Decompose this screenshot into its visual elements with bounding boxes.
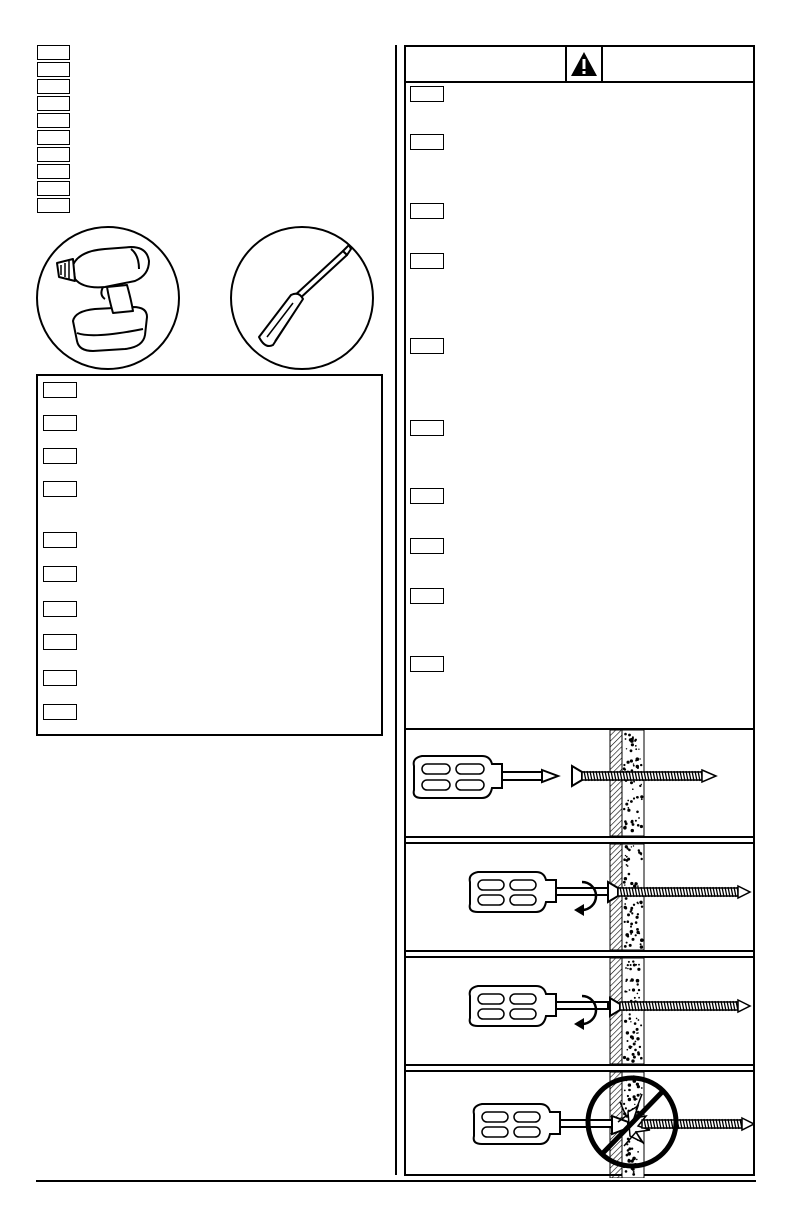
parts-list-label-box <box>43 601 77 617</box>
screwdriver-tighten-flush-icon <box>406 958 753 1064</box>
language-label-box <box>37 181 70 196</box>
footer-rule <box>36 1180 756 1182</box>
warning-item-label-box <box>410 253 444 269</box>
warning-item-label-box <box>410 203 444 219</box>
parts-list-label-box <box>43 670 77 686</box>
parts-list-label-box <box>43 532 77 548</box>
language-label-box <box>37 130 70 145</box>
parts-list-label-box <box>43 415 77 431</box>
warning-triangle-icon <box>567 47 601 81</box>
parts-list-label-box <box>43 704 77 720</box>
tool-drill-circle <box>35 225 181 371</box>
warning-item-label-box <box>410 420 444 436</box>
warning-item-label-box <box>410 488 444 504</box>
diagram-tighten <box>406 842 753 952</box>
language-label-box <box>37 113 70 128</box>
warning-item-label-box <box>410 134 444 150</box>
parts-list-label-box <box>43 634 77 650</box>
warning-item-label-box <box>410 86 444 102</box>
diagram-insert-screw <box>406 728 753 838</box>
diagram-do-not-overtighten <box>406 1070 753 1178</box>
column-divider <box>395 45 397 1175</box>
language-label-box <box>37 79 70 94</box>
diagram-tighten-flush <box>406 956 753 1066</box>
language-label-box <box>37 45 70 60</box>
warning-item-label-box <box>410 338 444 354</box>
warning-item-label-box <box>410 538 444 554</box>
tool-screwdriver-circle <box>229 225 375 371</box>
language-label-box <box>37 198 70 213</box>
parts-list-label-box <box>43 481 77 497</box>
do-not-overtighten-icon <box>406 1072 753 1178</box>
parts-list-label-box <box>43 448 77 464</box>
warning-panel <box>404 45 755 1176</box>
warning-item-label-box <box>410 656 444 672</box>
language-label-box <box>37 96 70 111</box>
screwdriver-insert-screw-icon <box>406 730 753 836</box>
warning-header <box>406 47 753 83</box>
language-label-box <box>37 164 70 179</box>
language-label-box <box>37 147 70 162</box>
parts-list-panel <box>36 374 383 736</box>
language-label-box <box>37 62 70 77</box>
parts-list-label-box <box>43 566 77 582</box>
warning-icon-box <box>565 47 603 81</box>
warning-item-label-box <box>410 588 444 604</box>
parts-list-label-box <box>43 382 77 398</box>
screwdriver-tighten-icon <box>406 844 753 950</box>
